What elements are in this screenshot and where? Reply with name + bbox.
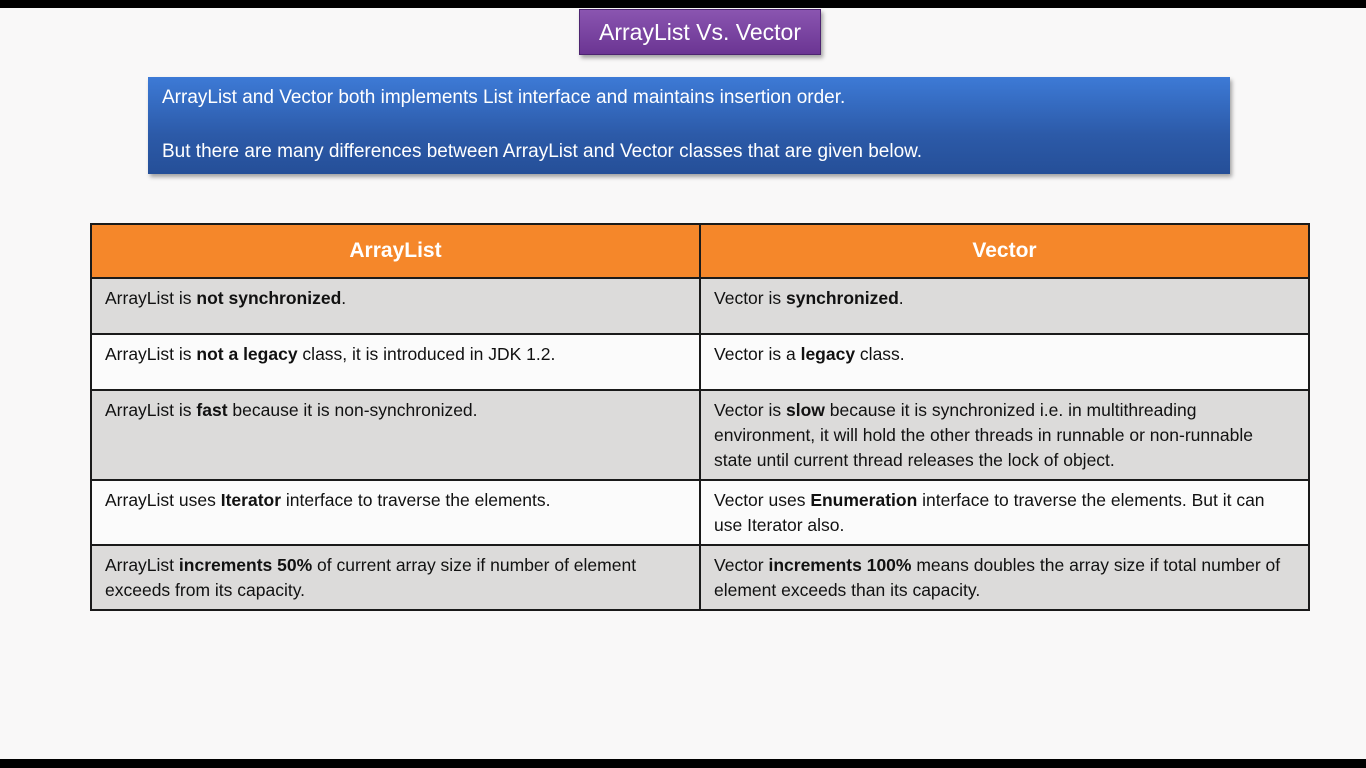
cell-arraylist: ArrayList increments 50% of current array size if number of element exceeds from its capacity. (91, 545, 700, 610)
cell-arraylist: ArrayList is fast because it is non-synchronized. (91, 390, 700, 480)
cell-vector: Vector is a legacy class. (700, 334, 1309, 390)
header-vector: Vector (700, 224, 1309, 278)
table-row (91, 545, 1309, 610)
table-row (91, 334, 1309, 390)
intro-line-2: But there are many differences between ArrayList and Vector classes that are given below. (162, 141, 923, 162)
table-row (91, 278, 1309, 334)
cell-vector: Vector increments 100% means doubles the array size if total number of element exceeds than its capacity. (700, 545, 1309, 610)
cell-arraylist: ArrayList is not synchronized. (91, 278, 700, 334)
table-header-row (91, 224, 1309, 278)
slide (0, 8, 1366, 759)
table-row (91, 390, 1309, 480)
intro-line-1: ArrayList and Vector both implements List interface and maintains insertion order. (162, 87, 846, 108)
cell-arraylist: ArrayList uses Iterator interface to traverse the elements. (91, 480, 700, 545)
cell-vector: Vector uses Enumeration interface to traverse the elements. But it can use Iterator also. (700, 480, 1309, 545)
cell-vector: Vector is synchronized. (700, 278, 1309, 334)
slide-title: ArrayList Vs. Vector (579, 9, 821, 55)
header-arraylist: ArrayList (91, 224, 700, 278)
cell-vector: Vector is slow because it is synchronized i.e. in multithreading environment, it will hold the other threads in runnable or non-runnable state until current thread releases the lock of object. (700, 390, 1309, 480)
intro-banner (148, 77, 1230, 174)
cell-arraylist: ArrayList is not a legacy class, it is introduced in JDK 1.2. (91, 334, 700, 390)
table-row (91, 480, 1309, 545)
comparison-table (90, 223, 1310, 611)
